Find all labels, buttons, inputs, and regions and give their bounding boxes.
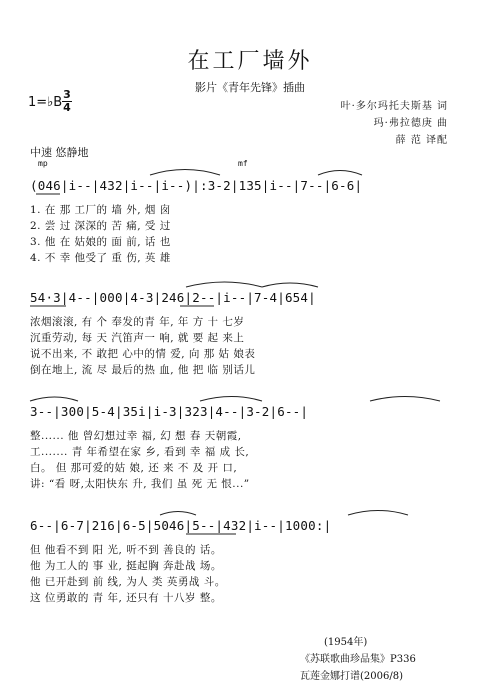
lyric-line-4-1: 但 他看不到 阳 光, 听不到 善良的 话。	[30, 544, 222, 556]
lyric-line-2-4: 倒在地上, 流 尽 最后的热 血, 他 把 临 别话儿	[30, 364, 256, 376]
lyric-line-3-2: 工....... 青 年希望在家 乡, 看到 幸 福 成 长,	[30, 446, 250, 458]
notation-line-4: 6--|6-7|216|6-5|5046|5--|432|i--|1000:|	[30, 518, 332, 533]
lyric-line-4-2: 他 为工人的 事 业, 挺起胸 奔赴战 场。	[30, 560, 222, 572]
dynamic-mp: mp	[38, 159, 48, 168]
notation-line-3: 3--|300|5-4|35i|i-3|323|4--|3-2|6--|	[30, 404, 309, 419]
footer-source: 《苏联歌曲珍品集》P336	[300, 654, 416, 665]
lyric-line-4-3: 他 已开赴到 前 线, 为人 类 英勇战 斗。	[30, 576, 226, 588]
lyric-line-4-4: 这 位勇敢的 青 年, 还只有 十八岁 整。	[30, 592, 222, 604]
lyric-line-1-3: 3. 他 在 姑娘的 面 前, 话 也	[30, 236, 171, 248]
lyric-line-1-4: 4. 不 幸 他受了 重 伤, 英 雄	[30, 252, 171, 264]
lyric-line-2-1: 浓烟滚滚, 有 个 奉发的青 年, 年 方 十 七岁	[30, 316, 245, 328]
song-subtitle: 影片《青年先锋》插曲	[195, 81, 305, 94]
lyric-line-3-4: 讲: “看 呀,太阳快东 升, 我们 虽 死 无 恨...”	[30, 478, 250, 490]
notation-line-2: 54·3|4--|000|4-3|246|2--|i--|7-4|654|	[30, 290, 316, 305]
time-signature	[62, 90, 72, 113]
lyric-line-3-1: 整...... 他 曾幻想过幸 福, 幻 想 春 天朝霞,	[30, 430, 242, 442]
lyric-line-3-3: 白。 但 那可爱的姑 娘, 还 来 不 及 开 口,	[30, 462, 238, 474]
time-signature-bottom: 4	[63, 101, 71, 114]
key-signature: 1=♭B	[28, 95, 63, 110]
dynamic-mf: mf	[238, 159, 248, 168]
tempo-marking: 中速 悠静地	[30, 146, 89, 159]
footer-year: (1954年)	[324, 637, 368, 648]
credit-composer: 玛·弗拉德庚 曲	[373, 118, 448, 129]
notation-line-1: (046|i--|432|i--|i--)|:3-2|135|i--|7--|6-6|	[30, 178, 363, 193]
song-title: 在工厂墙外	[187, 49, 313, 74]
footer-transcriber: 瓦莲金娜打谱(2006/8)	[300, 671, 403, 682]
lyric-line-2-3: 说不出来, 不 敢把 心中的情 爱, 向 那 姑 娘表	[30, 348, 256, 360]
lyric-line-2-2: 沉重劳动, 每 天 汽笛声一 响, 就 要 起 来上	[30, 332, 245, 344]
time-signature-top: 3	[63, 88, 71, 101]
lyric-line-1-2: 2. 尝 过 深深的 苦 痛, 受 过	[30, 220, 171, 232]
credit-lyricist: 叶·多尔玛托夫斯基 词	[340, 101, 448, 112]
credit-translator: 薛 范 译配	[395, 135, 448, 146]
lyric-line-1-1: 1. 在 那 工厂的 墙 外, 烟 囱	[30, 204, 171, 216]
